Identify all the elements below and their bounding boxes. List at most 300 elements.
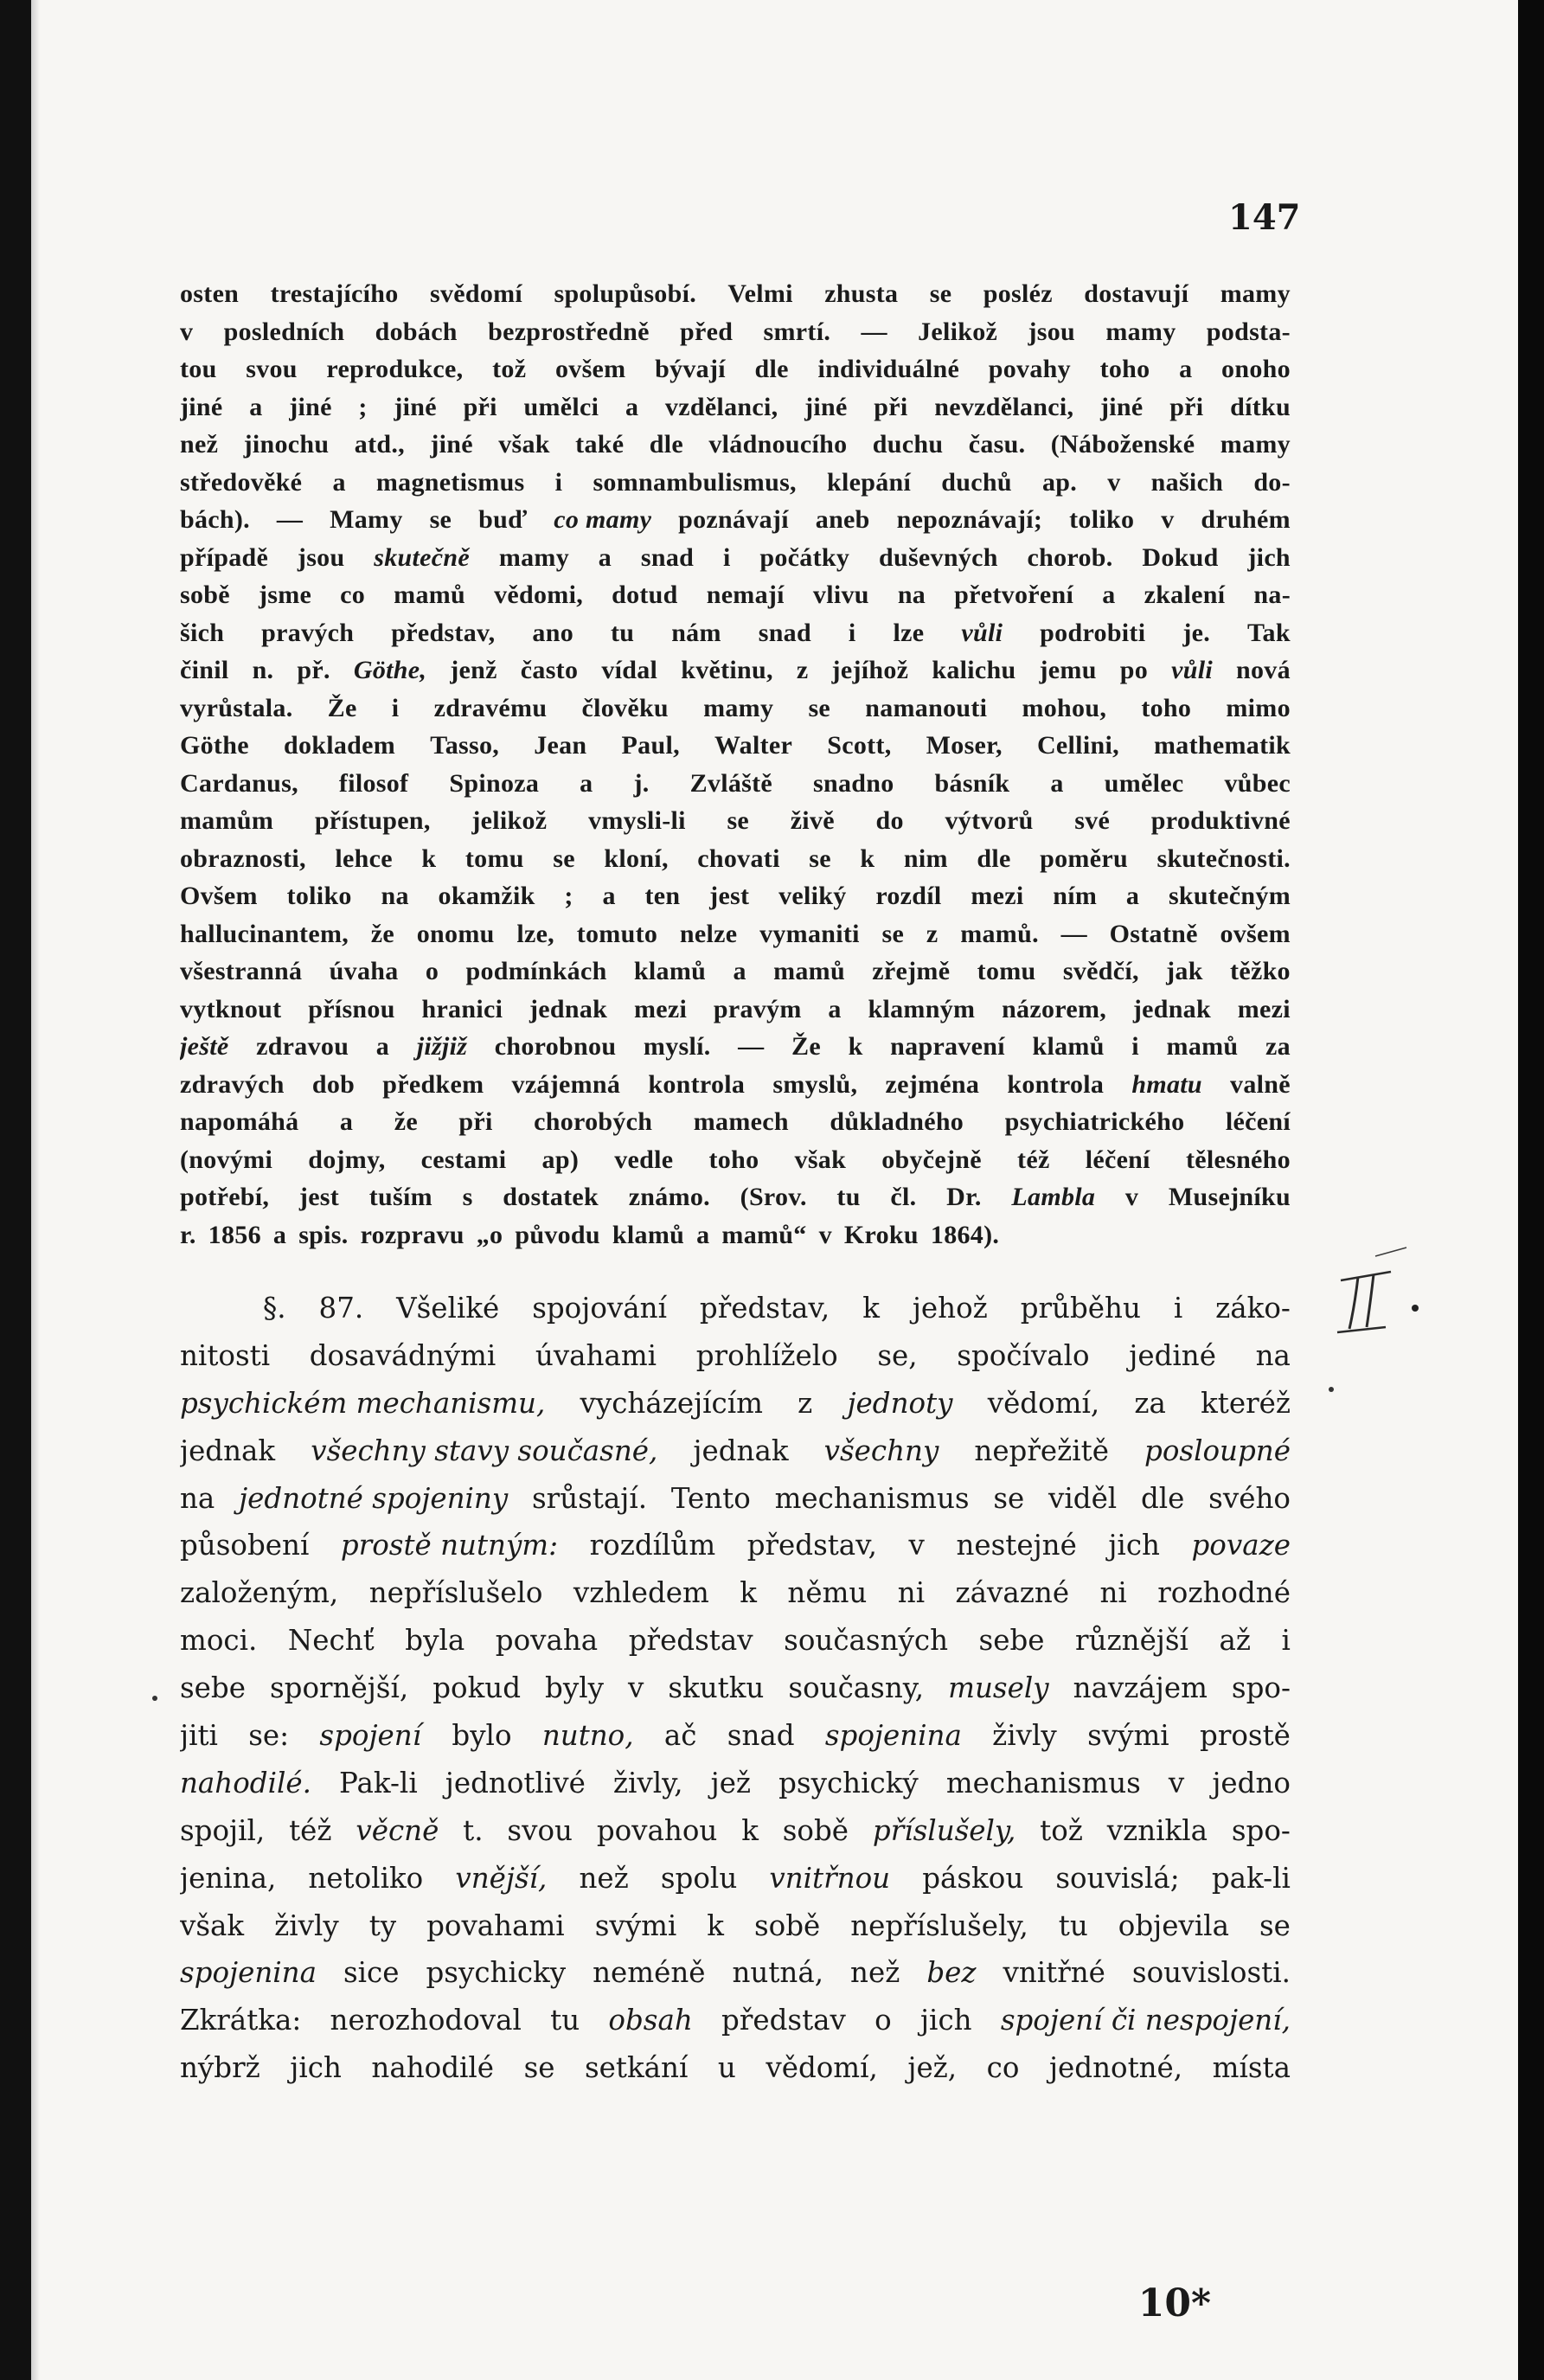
word: tomu: [977, 957, 1036, 985]
word: skutečnosti.: [1156, 844, 1291, 873]
text-line: [180, 1427, 1291, 1475]
word: Spinoza: [449, 768, 540, 798]
word: psychický: [778, 1766, 919, 1799]
word: jižjiž: [416, 1032, 468, 1061]
word: jiné: [289, 392, 332, 421]
text-line: [180, 690, 1291, 728]
word: setkání: [585, 2051, 689, 2085]
word: nutno,: [541, 1719, 634, 1753]
word: (Náboženské: [1050, 430, 1195, 459]
word: vůli: [961, 618, 1003, 647]
word: současny,: [788, 1671, 925, 1705]
word: též: [1017, 1145, 1050, 1174]
word: vědomi,: [494, 581, 584, 609]
word: k: [848, 1032, 863, 1061]
word: vznikla: [1106, 1813, 1208, 1847]
word: rozdíl: [875, 882, 942, 910]
word: dojmy,: [308, 1145, 386, 1174]
word: vlivu: [812, 581, 869, 609]
word: vzdělanci,: [664, 392, 778, 421]
word: snadno: [813, 768, 894, 798]
word: spolu: [660, 1861, 738, 1895]
word: nutná,: [732, 1956, 824, 1990]
word: jich: [919, 2004, 972, 2037]
word: filosof: [338, 768, 409, 798]
word: vídal: [601, 656, 658, 684]
word: Tasso,: [430, 731, 500, 760]
word: Ovšem: [180, 882, 258, 910]
word: v: [627, 1671, 644, 1705]
word: na-: [1253, 581, 1291, 609]
word: byly: [545, 1671, 604, 1705]
text-line: [180, 1285, 1291, 1332]
word: umělec: [1104, 768, 1184, 798]
word: svědčí,: [1062, 957, 1139, 985]
word: onomu: [416, 919, 495, 948]
page-gutter-shadow: [31, 0, 40, 2380]
word: Kroku: [843, 1220, 919, 1249]
word: nevzdělanci,: [934, 392, 1074, 421]
word: snad: [640, 542, 695, 572]
text-line: [180, 464, 1291, 502]
scan-left-border: [0, 0, 31, 2380]
word: klamů: [612, 1220, 685, 1249]
text-line: [180, 313, 1291, 351]
word: jich: [1108, 1529, 1160, 1562]
word: povahou: [596, 1813, 718, 1847]
word: původu: [515, 1220, 600, 1249]
word: sebe: [978, 1624, 1045, 1658]
word: jsou: [297, 542, 345, 572]
word: živly,: [612, 1766, 683, 1799]
word: v: [1161, 505, 1175, 534]
word: dle: [649, 430, 683, 459]
word: kontrola: [1007, 1069, 1105, 1099]
text-line: [180, 727, 1291, 765]
word: jednak: [693, 1434, 789, 1467]
word: jsou: [1028, 317, 1076, 346]
word: za: [1134, 1386, 1166, 1420]
word: jež: [710, 1766, 752, 1799]
word: vnitřné: [1003, 1956, 1105, 1990]
word: v: [818, 1220, 832, 1249]
word: těžko: [1230, 957, 1291, 985]
word: u: [717, 2051, 736, 2085]
word: spojenina: [180, 1956, 317, 1990]
word: Jean: [534, 731, 587, 760]
word: mamů: [1166, 1032, 1239, 1061]
word: jiné: [394, 392, 437, 421]
word: Cellini,: [1036, 731, 1119, 760]
word: vědomí,: [766, 2051, 878, 2085]
word: mezi: [1237, 994, 1291, 1023]
word: nestejné: [956, 1529, 1077, 1562]
word: představ,: [746, 1529, 878, 1562]
word: Walter: [714, 731, 793, 760]
word: rozpravu: [360, 1220, 464, 1249]
word: poznávají: [678, 505, 789, 534]
text-line: [180, 1332, 1291, 1380]
word: živě: [790, 806, 835, 835]
word: však: [794, 1145, 847, 1174]
word: představ,: [391, 618, 496, 647]
word: moci.: [180, 1624, 258, 1658]
word: a: [696, 1220, 710, 1249]
word: živly: [992, 1719, 1057, 1753]
word: kontrola: [648, 1069, 746, 1099]
word: dosavádnými: [309, 1338, 497, 1372]
word: počátky: [759, 542, 850, 572]
word: snad: [758, 618, 811, 647]
word: chorobých: [534, 1107, 653, 1136]
word: rozdílům: [589, 1529, 716, 1562]
word: jejíhož: [831, 656, 909, 684]
word: i: [391, 693, 400, 722]
word: a: [1125, 882, 1140, 910]
word: 1856: [208, 1220, 261, 1249]
text-line: [180, 1522, 1291, 1569]
word: na: [897, 581, 926, 609]
word: kteréž: [1201, 1386, 1291, 1420]
word: nová: [1236, 656, 1291, 684]
word: svého: [1208, 1481, 1291, 1515]
word: středověké: [180, 467, 303, 497]
word: představ,: [699, 1292, 830, 1325]
word: §.: [263, 1292, 286, 1325]
word: jenž: [450, 656, 497, 684]
text-line: [180, 1569, 1291, 1617]
word: spolupůsobí.: [554, 279, 697, 308]
word: se: [993, 1481, 1025, 1515]
word: při: [458, 1107, 493, 1136]
word: jinochu: [243, 430, 330, 459]
word: nýbrž: [180, 2051, 260, 2085]
word: svou: [507, 1813, 573, 1847]
word: hmatu: [1131, 1069, 1202, 1099]
word: aneb: [815, 505, 870, 534]
word: duševných: [878, 542, 998, 572]
word: povaha: [495, 1624, 599, 1658]
word: i: [848, 618, 856, 647]
word: povahami: [426, 1908, 565, 1942]
word: chovati: [697, 844, 780, 873]
text-line: [180, 614, 1291, 652]
word: pokud: [432, 1671, 522, 1705]
word: jak: [1166, 957, 1203, 985]
word: svou: [246, 355, 298, 383]
word: dle: [754, 355, 789, 383]
word: léčení: [1225, 1107, 1291, 1136]
text-line: [180, 1178, 1291, 1216]
word: při: [463, 392, 497, 421]
word: pravých: [261, 618, 355, 647]
text-line: [180, 1066, 1291, 1104]
word: valně: [1230, 1069, 1291, 1099]
word: je.: [1182, 618, 1211, 647]
text-line: [180, 576, 1291, 614]
word: n.: [252, 656, 274, 684]
word: mamy: [1220, 430, 1291, 459]
word: člověku: [581, 693, 669, 722]
word: své: [1074, 806, 1111, 835]
text-line: [180, 1216, 1291, 1254]
word: nepoznávají;: [896, 505, 1043, 534]
word: povahy: [988, 355, 1071, 383]
text-line: [180, 275, 1291, 313]
word: prostě: [1200, 1719, 1291, 1753]
word: se: [553, 844, 575, 873]
word: vnitřnou: [769, 1861, 891, 1895]
text-line: [180, 1475, 1291, 1523]
word: na: [1255, 1338, 1291, 1372]
word: spojování: [532, 1292, 667, 1325]
text-line: [180, 1760, 1291, 1807]
word: zhusta: [824, 279, 899, 308]
footnote-paragraph: [180, 275, 1291, 1254]
word: nepříslušely,: [850, 1908, 1028, 1942]
word: nerozhodoval: [330, 2004, 522, 2037]
word: zejména: [885, 1069, 980, 1099]
word: k: [707, 1908, 724, 1942]
word: bách).: [180, 505, 250, 534]
word: pak-li: [1211, 1861, 1291, 1895]
word: mohou,: [1022, 693, 1107, 722]
word: byla: [405, 1624, 465, 1658]
word: v: [1168, 1766, 1185, 1799]
word: vyrůstala.: [180, 693, 293, 722]
word: Dr.: [946, 1183, 982, 1211]
word: místa: [1212, 2051, 1291, 2085]
text-line: [180, 840, 1291, 878]
word: zkalení: [1144, 581, 1226, 609]
word: posléz: [983, 279, 1053, 308]
word: z: [926, 919, 939, 948]
word: že: [370, 919, 395, 948]
word: —: [276, 505, 304, 534]
text-line: [180, 1665, 1291, 1712]
word: t.: [463, 1813, 484, 1847]
word: často: [520, 656, 579, 684]
word: vnější,: [455, 1861, 548, 1895]
word: jehož: [912, 1292, 988, 1325]
word: různější: [1075, 1624, 1188, 1658]
word: bez: [926, 1956, 977, 1990]
word: smrtí.: [763, 317, 831, 346]
word: jediné: [1129, 1338, 1216, 1372]
word: dob: [311, 1069, 356, 1099]
word: podrobiti: [1040, 618, 1146, 647]
word: spo-: [1231, 1813, 1291, 1847]
word: potřebí,: [180, 1183, 270, 1211]
word: až: [1219, 1624, 1251, 1658]
word: co mamy: [554, 505, 652, 534]
text-line: [180, 651, 1291, 690]
word: přísnou: [308, 994, 395, 1023]
word: mamy: [703, 693, 774, 722]
word: (Srov.: [740, 1183, 807, 1211]
word: mamech: [693, 1107, 789, 1136]
text-line: [180, 1997, 1291, 2044]
word: básník: [934, 768, 1010, 798]
word: bezprostředně: [488, 317, 650, 346]
word: toliko: [1069, 505, 1135, 534]
word: Paul,: [621, 731, 680, 760]
scan-right-border: [1518, 0, 1544, 2380]
word: k: [862, 1292, 880, 1325]
word: spojil,: [180, 1813, 266, 1847]
word: nitosti: [180, 1338, 271, 1372]
word: psychicky: [426, 1956, 567, 1990]
word: a: [1050, 768, 1064, 798]
word: Že: [327, 693, 357, 722]
word: toho: [708, 1145, 759, 1174]
word: Scott,: [827, 731, 892, 760]
word: tělesného: [1185, 1145, 1291, 1174]
word: nahodilé.: [180, 1766, 311, 1799]
word: jež,: [907, 2051, 958, 2085]
word: Lambla: [1011, 1183, 1096, 1211]
word: Ostatně: [1109, 919, 1198, 948]
word: spojenina: [824, 1719, 962, 1753]
word: ač: [663, 1719, 697, 1753]
text-line: [180, 1807, 1291, 1855]
word: vědomí,: [987, 1386, 1100, 1420]
word: než: [850, 1956, 900, 1990]
text-line: [180, 1141, 1291, 1179]
word: kloní,: [604, 844, 669, 873]
word: Musejníku: [1168, 1183, 1291, 1211]
word: toho: [1099, 355, 1150, 383]
word: že: [394, 1107, 418, 1136]
word: spornější,: [269, 1671, 409, 1705]
margin-dot: [152, 1696, 157, 1701]
word: spis.: [298, 1220, 349, 1249]
word: spojení: [319, 1719, 422, 1753]
word: též: [289, 1813, 332, 1847]
word: posledních: [223, 317, 345, 346]
word: navzájem: [1073, 1671, 1208, 1705]
word: k: [860, 844, 875, 873]
word: mezi: [633, 994, 688, 1023]
word: a: [580, 768, 593, 798]
word: svědomí: [429, 279, 523, 308]
word: pravým: [713, 994, 802, 1023]
word: buď: [478, 505, 528, 534]
word: než: [579, 1861, 629, 1895]
word: všechny: [823, 1434, 939, 1467]
word: se: [881, 919, 905, 948]
word: a: [249, 392, 263, 421]
word: chorob.: [1027, 542, 1113, 572]
word: hranici: [421, 994, 503, 1023]
word: reprodukce,: [326, 355, 464, 383]
word: tož: [492, 355, 527, 383]
word: a: [375, 1032, 390, 1061]
word: vzhledem: [573, 1576, 709, 1610]
word: i: [1131, 1032, 1139, 1061]
word: dotud: [612, 581, 678, 609]
word: se,: [877, 1338, 918, 1372]
word: a: [625, 392, 639, 421]
word: spo-: [1231, 1671, 1291, 1705]
word: nepříslušelo: [368, 1576, 543, 1610]
word: vedle: [614, 1145, 674, 1174]
word: jednotné,: [1048, 2051, 1183, 2085]
word: dostavují: [1084, 279, 1189, 308]
word: všechny stavy současné,: [311, 1434, 658, 1467]
word: vytknout: [180, 994, 282, 1023]
word: netoliko: [308, 1861, 424, 1895]
word: nemají: [706, 581, 785, 609]
word: jiné: [804, 392, 848, 421]
word: klamů: [1032, 1032, 1105, 1061]
word: ap.: [1041, 467, 1078, 497]
word: spojení či nespojení,: [1000, 2004, 1291, 2037]
word: jednotné spojeniny: [239, 1481, 509, 1515]
word: i: [1173, 1292, 1183, 1325]
word: a: [1102, 581, 1116, 609]
word: jest: [709, 882, 750, 910]
word: co: [340, 581, 366, 609]
word: Moser,: [926, 731, 1003, 760]
word: a: [828, 994, 842, 1023]
word: s: [462, 1183, 473, 1211]
word: jenina,: [180, 1861, 277, 1895]
word: Velmi: [727, 279, 793, 308]
word: průběhu: [1020, 1292, 1141, 1325]
word: př.: [297, 656, 330, 684]
word: nelze: [679, 919, 738, 948]
word: ty: [368, 1908, 397, 1942]
word: jednoty: [847, 1386, 953, 1420]
word: mechanismus: [774, 1481, 970, 1515]
word: svými: [594, 1908, 677, 1942]
word: úvaha: [329, 957, 399, 985]
word: úvahami: [535, 1338, 657, 1372]
word: —: [1060, 919, 1087, 948]
word: všestranná: [180, 957, 303, 985]
word: a: [1179, 355, 1193, 383]
word: také: [575, 430, 625, 459]
word: produktivné: [1150, 806, 1291, 835]
word: —: [738, 1032, 765, 1061]
word: ni: [897, 1576, 926, 1610]
word: trestajícího: [270, 279, 399, 308]
word: věcně: [356, 1813, 439, 1847]
word: psychickém mechanismu,: [180, 1386, 546, 1420]
word: mezi: [971, 882, 1024, 910]
word: spočívalo: [957, 1338, 1090, 1372]
word: druhém: [1201, 505, 1291, 534]
word: tu: [1058, 1908, 1088, 1942]
word: individuálné: [817, 355, 960, 383]
word: se: [929, 279, 952, 308]
word: klepání: [827, 467, 912, 497]
word: tomu: [464, 844, 524, 873]
word: do-: [1253, 467, 1291, 497]
word: sobě: [753, 1908, 821, 1942]
word: tu: [610, 618, 635, 647]
word: mathematik: [1154, 731, 1291, 760]
word: mamy: [1105, 317, 1176, 346]
word: jich: [290, 2051, 342, 2085]
word: představ: [628, 1624, 753, 1658]
word: lehce: [335, 844, 393, 873]
text-line: [180, 388, 1291, 427]
word: činil: [180, 656, 229, 684]
word: jelikož: [471, 806, 548, 835]
word: veliký: [778, 882, 847, 910]
